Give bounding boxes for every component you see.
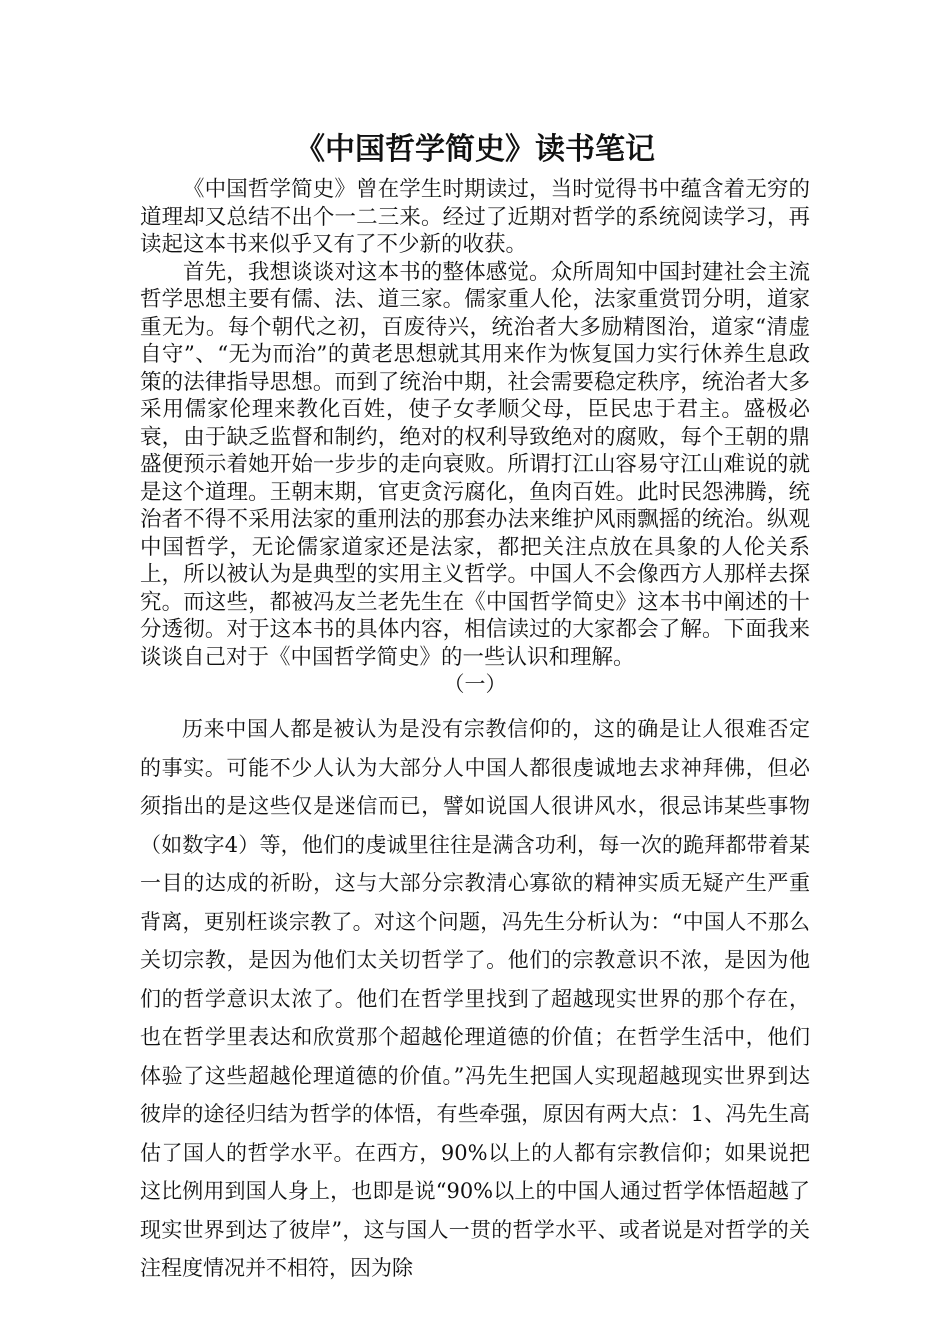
document-title: 《中国哲学简史》读书笔记	[295, 132, 655, 167]
paragraph-overview: 首先，我想谈谈对这本书的整体感觉。众所周知中国封建社会主流哲学思想主要有儒、法、道三家。儒家重人伦，法家重赏罚分明，道家重无为。每个朝代之初，百废待兴，统治者大多励精图治，道家“清虚自守”、“无为而治”的黄老思想就其用来作为恢复国力实行休养生息政策的法律指导思想。而到了统治中期，社会需要稳定秩序，统治者大多采用儒家伦理来教化百姓，使子女孝顺父母，臣民忠于君主。盛极必衰，由于缺乏监督和制约，绝对的权利导致绝对的腐败，每个王朝的鼎盛便预示着她开始一步步的走向衰败。所谓打江山容易守江山难说的就是这个道理。王朝末期，官吏贪污腐化，鱼肉百姓。此时民怨沸腾，统治者不得不采用法家的重刑法的那套办法来维护风雨飘摇的统治。纵观中国哲学，无论儒家道家还是法家，都把关注点放在具象的人伦关系上，所以被认为是典型的实用主义哲学。中国人不会像西方人那样去探究。而这些，都被冯友兰老先生在《中国哲学简史》这本书中阐述的十分透彻。对于这本书的具体内容，相信读过的大家都会了解。下面我来谈谈自己对于《中国哲学简史》的一些认识和理解。	[140, 259, 810, 670]
paragraph-intro: 《中国哲学简史》曾在学生时期读过，当时觉得书中蕴含着无穷的道理却又总结不出个一二三来。经过了近期对哲学的系统阅读学习，再读起这本书来似乎又有了不少新的收获。	[140, 177, 810, 257]
section-heading: （一）	[443, 672, 507, 696]
paragraph-section-one: 历来中国人都是被认为是没有宗教信仰的，这的确是让人很难否定的事实。可能不少人认为大部分人中国人都很虔诚地去求神拜佛，但必须指出的是这些仅是迷信而已，譬如说国人很讲风水，很忌讳某些事物（如数字4）等，他们的虔诚里往往是满含功利，每一次的跪拜都带着某一目的达成的祈盼，这与大部分宗教清心寡欲的精神实质无疑产生严重背离，更别枉谈宗教了。对这个问题，冯先生分析认为：“中国人不那么关切宗教，是因为他们太关切哲学了。他们的宗教意识不浓，是因为他们的哲学意识太浓了。他们在哲学里找到了超越现实世界的那个存在，也在哲学里表达和欣赏那个超越伦理道德的价值；在哲学生活中，他们体验了这些超越伦理道德的价值。”冯先生把国人实现超越现实世界到达彼岸的途径归结为哲学的体悟，有些牵强，原因有两大点：1、冯先生高估了国人的哲学水平。在西方，90%以上的人都有宗教信仰；如果说把这比例用到国人身上，也即是说“90%以上的中国人通过哲学体悟超越了现实世界到达了彼岸”，这与国人一贯的哲学水平、或者说是对哲学的关注程度情况并不相符，因为除	[140, 717, 810, 1280]
